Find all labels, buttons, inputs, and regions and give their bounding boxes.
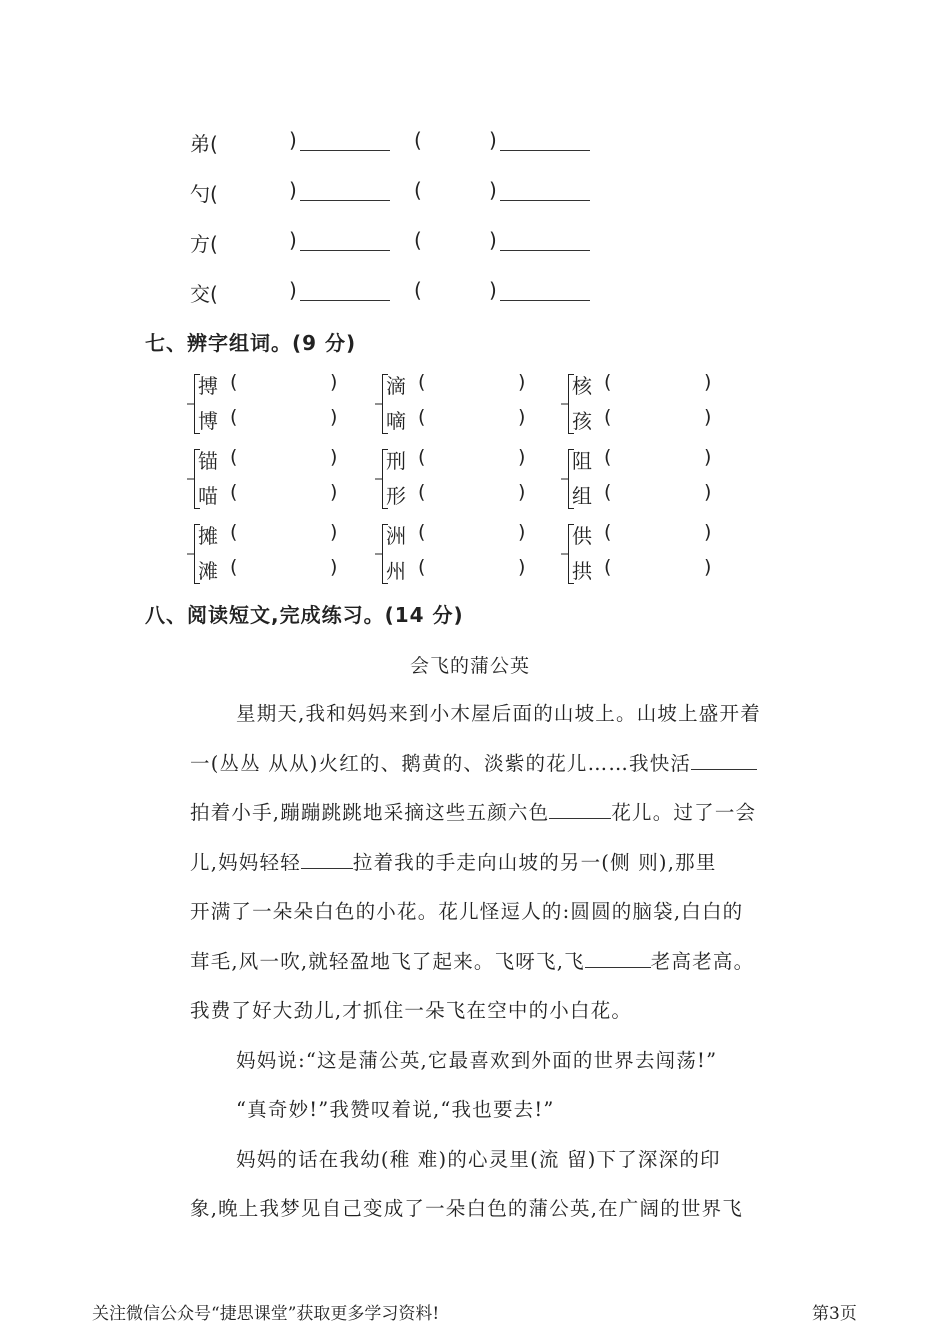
group-char: 核 <box>572 374 592 398</box>
close-paren: ) <box>518 481 526 503</box>
close-paren: ) <box>704 371 712 393</box>
answer-blank[interactable] <box>500 132 590 151</box>
bracket-answer-field[interactable] <box>426 228 484 252</box>
p1-line-3-text-a: 拍着小手,蹦蹦跳跳地采摘这些五颜六色 <box>190 801 550 824</box>
open-paren: ( <box>414 278 422 302</box>
open-paren: ( <box>210 282 218 306</box>
p1-line-5: 开满了一朵朵白色的小花。花儿怪逗人的:圆圆的脑袋,白白的 <box>190 900 744 923</box>
open-paren: ( <box>414 228 422 252</box>
group-char: 拱 <box>572 559 592 583</box>
word-answer-field[interactable] <box>616 480 700 506</box>
group-char: 滴 <box>386 374 406 398</box>
footer-note: 关注微信公众号“捷思课堂”获取更多学习资料! <box>92 1304 440 1324</box>
word-answer-field[interactable] <box>430 445 514 471</box>
word-answer-field[interactable] <box>616 370 700 396</box>
answer-blank[interactable] <box>549 818 611 819</box>
row-char: 方 <box>190 232 210 256</box>
word-answer-field[interactable] <box>430 480 514 506</box>
row-char: 交 <box>190 282 210 306</box>
word-answer-field[interactable] <box>242 370 326 396</box>
close-paren: ) <box>330 556 338 578</box>
close-paren: ) <box>330 521 338 543</box>
p1-line-4-text-a: 儿,妈妈轻轻 <box>190 850 301 874</box>
p1-line-3 <box>190 788 806 838</box>
word-answer-field[interactable] <box>430 370 514 396</box>
bracket-answer-field[interactable] <box>426 178 484 202</box>
bracket-answer-field[interactable] <box>426 128 484 152</box>
p1-line-4 <box>190 838 806 888</box>
close-paren: ) <box>330 406 338 428</box>
group-char: 刑 <box>386 449 406 473</box>
p4-line-2: 象,晚上我梦见自己变成了一朵白色的蒲公英,在广阔的世界飞 <box>190 1197 743 1220</box>
section-7-title: 七、辨字组词。(9 分) <box>145 331 357 355</box>
p1-line-6-text-b: 老高老高。 <box>650 949 755 973</box>
word-answer-field[interactable] <box>242 480 326 506</box>
close-paren: ) <box>518 556 526 578</box>
section-8-title: 八、阅读短文,完成练习。(14 分) <box>145 603 464 627</box>
word-answer-field[interactable] <box>616 445 700 471</box>
group-char: 滩 <box>198 559 218 583</box>
group-char: 喵 <box>198 484 218 508</box>
close-paren: ) <box>289 278 297 302</box>
open-paren: ( <box>230 481 238 503</box>
open-paren: ( <box>230 406 238 428</box>
close-paren: ) <box>489 178 497 202</box>
bracket-answer-field[interactable] <box>426 278 484 302</box>
close-paren: ) <box>704 446 712 468</box>
open-paren: ( <box>418 446 426 468</box>
word-answer-field[interactable] <box>430 555 514 581</box>
open-paren: ( <box>418 371 426 393</box>
open-paren: ( <box>418 556 426 578</box>
answer-blank[interactable] <box>691 769 757 770</box>
open-paren: ( <box>604 446 612 468</box>
group-char: 孩 <box>572 409 592 433</box>
open-paren: ( <box>604 521 612 543</box>
close-paren: ) <box>518 406 526 428</box>
word-answer-field[interactable] <box>616 405 700 431</box>
close-paren: ) <box>289 178 297 202</box>
bracket-answer-field[interactable] <box>216 178 284 202</box>
answer-blank[interactable] <box>300 182 390 201</box>
open-paren: ( <box>604 406 612 428</box>
open-paren: ( <box>230 446 238 468</box>
row-4 <box>190 278 218 307</box>
word-answer-field[interactable] <box>242 520 326 546</box>
word-answer-field[interactable] <box>242 445 326 471</box>
answer-blank[interactable] <box>301 868 353 869</box>
group-char: 形 <box>386 484 406 508</box>
passage-paragraph-2: 妈妈说:“这是蒲公英,它最喜欢到外面的世界去闯荡!” <box>236 1048 718 1072</box>
row-3 <box>190 228 218 257</box>
close-paren: ) <box>489 128 497 152</box>
close-paren: ) <box>330 481 338 503</box>
passage-paragraph-1 <box>190 689 806 1234</box>
open-paren: ( <box>210 182 218 206</box>
group-char: 锚 <box>198 449 218 473</box>
close-paren: ) <box>489 228 497 252</box>
group-char: 博 <box>198 409 218 433</box>
word-answer-field[interactable] <box>616 555 700 581</box>
passage-paragraph-3: “真奇妙!”我赞叹着说,“我也要去!” <box>236 1098 555 1121</box>
close-paren: ) <box>489 278 497 302</box>
row-1 <box>190 128 218 157</box>
group-char: 州 <box>386 559 406 583</box>
close-paren: ) <box>518 371 526 393</box>
close-paren: ) <box>704 406 712 428</box>
group-char: 嘀 <box>386 409 406 433</box>
open-paren: ( <box>604 371 612 393</box>
p1-line-6-text-a: 茸毛,风一吹,就轻盈地飞了起来。飞呀飞,飞 <box>190 949 585 973</box>
open-paren: ( <box>210 132 218 156</box>
answer-blank[interactable] <box>300 282 390 301</box>
p1-line-3-text-b: 花儿。过了一会 <box>611 801 757 824</box>
word-answer-field[interactable] <box>430 520 514 546</box>
close-paren: ) <box>518 446 526 468</box>
group-char: 搏 <box>198 374 218 398</box>
close-paren: ) <box>704 556 712 578</box>
close-paren: ) <box>704 521 712 543</box>
word-answer-field[interactable] <box>430 405 514 431</box>
group-char: 洲 <box>386 524 406 548</box>
row-char: 勺 <box>190 182 210 206</box>
answer-blank[interactable] <box>500 182 590 201</box>
word-answer-field[interactable] <box>616 520 700 546</box>
open-paren: ( <box>604 481 612 503</box>
open-paren: ( <box>210 232 218 256</box>
row-2 <box>190 178 218 207</box>
open-paren: ( <box>414 128 422 152</box>
answer-blank[interactable] <box>300 132 390 151</box>
close-paren: ) <box>289 228 297 252</box>
close-paren: ) <box>289 128 297 152</box>
answer-blank[interactable] <box>500 232 590 251</box>
bracket-answer-field[interactable] <box>216 228 284 252</box>
p1-line-2 <box>190 739 806 789</box>
row-char: 弟 <box>190 132 210 156</box>
open-paren: ( <box>604 556 612 578</box>
group-char: 阻 <box>572 449 592 473</box>
passage-title: 会飞的蒲公英 <box>410 655 531 677</box>
p4-line-1: 妈妈的话在我幼(稚 难)的心灵里(流 留)下了深深的印 <box>236 1147 721 1171</box>
answer-blank[interactable] <box>585 967 651 968</box>
open-paren: ( <box>418 521 426 543</box>
group-char: 组 <box>572 484 592 508</box>
open-paren: ( <box>418 481 426 503</box>
open-paren: ( <box>418 406 426 428</box>
group-char: 摊 <box>198 524 218 548</box>
p1-line-4-text-b: 拉着我的手走向山坡的另一(侧 则),那里 <box>352 850 717 874</box>
page-number: 第3页 <box>812 1304 857 1324</box>
bracket-answer-field[interactable] <box>216 128 284 152</box>
p1-line-6 <box>190 937 806 987</box>
close-paren: ) <box>518 521 526 543</box>
close-paren: ) <box>330 446 338 468</box>
group-char: 供 <box>572 524 592 548</box>
open-paren: ( <box>414 178 422 202</box>
answer-blank[interactable] <box>500 282 590 301</box>
bracket-answer-field[interactable] <box>216 278 284 302</box>
open-paren: ( <box>230 556 238 578</box>
open-paren: ( <box>230 521 238 543</box>
word-answer-field[interactable] <box>242 405 326 431</box>
word-answer-field[interactable] <box>242 555 326 581</box>
open-paren: ( <box>230 371 238 393</box>
close-paren: ) <box>330 371 338 393</box>
p1-line-7: 我费了好大劲儿,才抓住一朵飞在空中的小白花。 <box>190 999 633 1022</box>
p1-line-2-text: 一(丛丛 从从)火红的、鹅黄的、淡紫的花儿……我快活 <box>190 751 692 775</box>
answer-blank[interactable] <box>300 232 390 251</box>
p1-line-1: 星期天,我和妈妈来到小木屋后面的山坡上。山坡上盛开着 <box>236 702 761 725</box>
close-paren: ) <box>704 481 712 503</box>
